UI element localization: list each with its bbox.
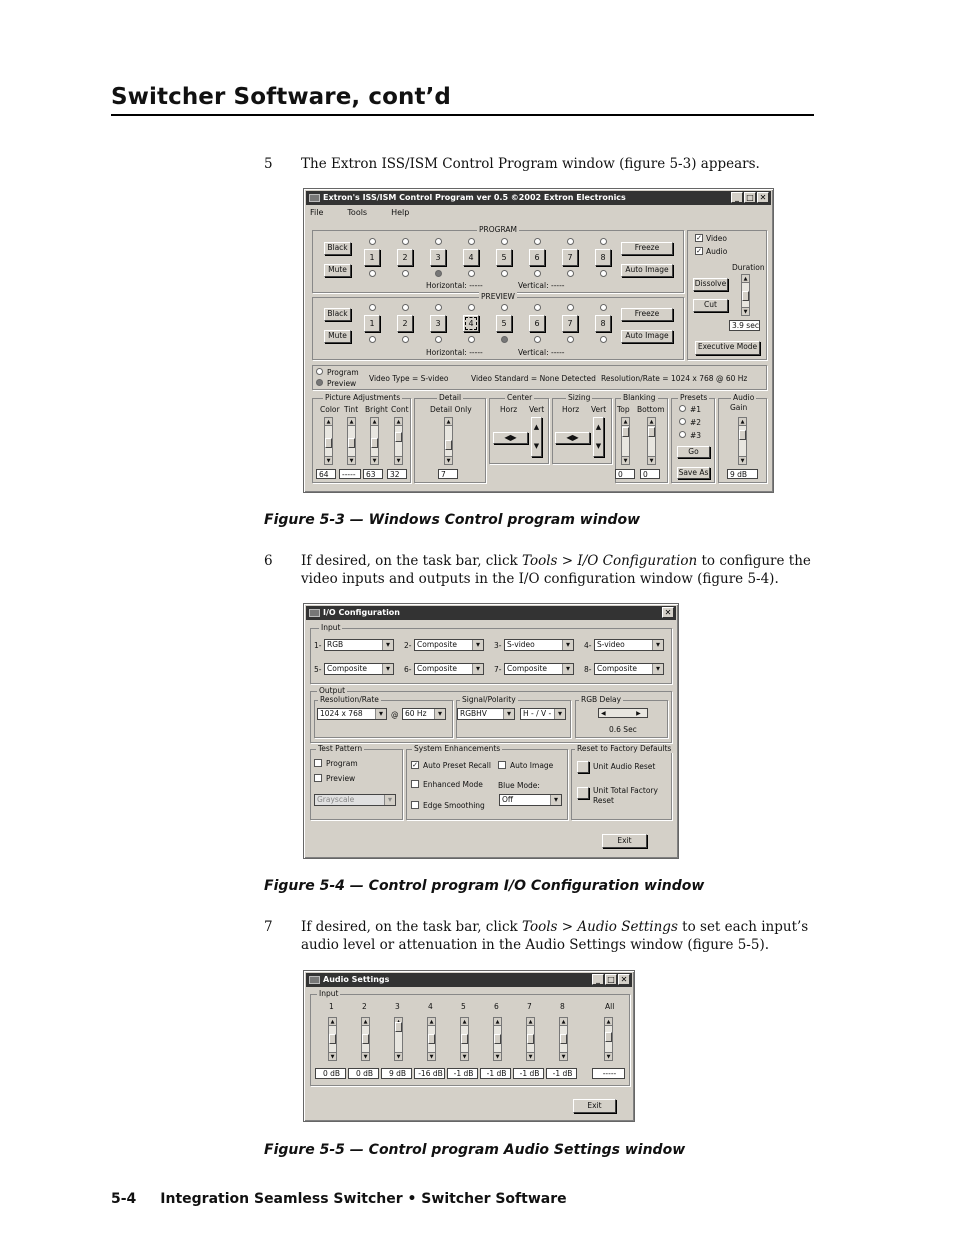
- menu-help[interactable]: Help: [391, 208, 410, 217]
- enhanced-mode-checkbox[interactable]: [411, 780, 419, 788]
- at-label: @: [391, 710, 399, 719]
- preview-indicator-bottom: [501, 336, 508, 343]
- sizing-horz-label: Horz: [562, 405, 580, 414]
- preset-1-label: #1: [690, 405, 702, 414]
- input-group: [310, 623, 672, 684]
- program-indicator-bottom: [534, 270, 541, 277]
- preview-radio-label: Preview: [327, 379, 357, 388]
- program-vertical: Vertical: -----: [518, 281, 565, 290]
- audio-gain-slider[interactable]: ▲ ▼: [738, 417, 747, 465]
- page-number: 5-4: [111, 1191, 137, 1207]
- cut-button[interactable]: Cut: [693, 299, 728, 312]
- unit-total-reset-label-2: Reset: [593, 796, 614, 805]
- test-pattern-label: Test Pattern: [318, 744, 363, 753]
- auto-preset-label: Auto Preset Recall: [423, 761, 491, 770]
- step-number: 6: [264, 553, 273, 569]
- bright-slider[interactable]: ▲ ▼: [370, 417, 379, 465]
- program-indicator-top: [468, 238, 475, 245]
- cont-slider[interactable]: ▲ ▼: [394, 417, 403, 465]
- channel-4-slider[interactable]: ▲ ▼: [427, 1017, 436, 1061]
- channel-1-label: 1: [329, 1002, 334, 1011]
- channel-2-value: 0 dB: [348, 1068, 379, 1079]
- preset-2-radio[interactable]: [679, 418, 686, 425]
- audio-settings-window: [303, 970, 635, 1122]
- io-configuration-window: [303, 603, 679, 859]
- window-title: Audio Settings: [323, 975, 390, 984]
- channel-2-slider[interactable]: ▲ ▼: [361, 1017, 370, 1061]
- unit-audio-reset-label: Unit Audio Reset: [593, 762, 656, 771]
- auto-image-label: Auto Image: [510, 761, 554, 770]
- close-icon[interactable]: ✕: [757, 192, 769, 203]
- preview-vertical: Vertical: -----: [518, 348, 565, 357]
- input-group-label: Input: [321, 623, 341, 632]
- test-pattern-select[interactable]: Grayscale ▾: [314, 794, 396, 806]
- program-indicator-bottom: [369, 270, 376, 277]
- channel-6-value: -1 dB: [480, 1068, 511, 1079]
- rgb-delay-value: 0.6 Sec: [609, 725, 637, 734]
- window-title: Extron's ISS/ISM Control Program ver 0.5 ©2002 Extron Electronics: [323, 193, 626, 202]
- auto-image-checkbox[interactable]: [498, 761, 506, 769]
- preview-input-6-button[interactable]: 6: [529, 315, 545, 332]
- channel-4-value: -16 dB: [414, 1068, 445, 1079]
- step-number: 7: [264, 919, 273, 935]
- program-radio-label: Program: [327, 368, 359, 377]
- channel-3-value: 9 dB: [381, 1068, 412, 1079]
- rgb-delay-label: RGB Delay: [581, 695, 622, 704]
- step-number: 5: [264, 156, 273, 172]
- program-indicator-bottom: [600, 270, 607, 277]
- figure-caption: Figure 5-3 — Windows Control program window: [264, 512, 641, 528]
- program-label: PROGRAM: [479, 225, 517, 234]
- preview-indicator-top: [435, 304, 442, 311]
- menu-file[interactable]: File: [310, 208, 324, 217]
- edge-smoothing-label: Edge Smoothing: [423, 801, 485, 810]
- program-input-3-button[interactable]: 3: [430, 249, 446, 266]
- duration-label: Duration: [732, 263, 765, 272]
- rgb-delay-slider[interactable]: ◀ ▶: [598, 708, 648, 718]
- program-freeze-button[interactable]: Freeze: [621, 242, 673, 255]
- audio-input-label: Input: [319, 989, 339, 998]
- preset-3-radio[interactable]: [679, 431, 686, 438]
- input-5-select[interactable]: Composite ▾: [324, 663, 394, 675]
- signal-label: Signal/Polarity: [462, 695, 516, 704]
- tint-slider[interactable]: ▲ ▼: [347, 417, 356, 465]
- center-vert-arrows-icon[interactable]: ▲ ▼: [531, 417, 542, 457]
- audio-gain-label: Audio: [733, 393, 755, 402]
- input-2-select[interactable]: Composite ▾: [414, 639, 484, 651]
- input-6-select[interactable]: Composite ▾: [414, 663, 484, 675]
- cont-value: 32: [387, 469, 407, 479]
- input-7-select[interactable]: Composite ▾: [504, 663, 574, 675]
- detail-label: Detail: [439, 393, 462, 402]
- channel-1-value: 0 dB: [315, 1068, 346, 1079]
- program-input-7-button[interactable]: 7: [562, 249, 578, 266]
- step-text: If desired, on the task bar, click Tools > Audio Settings to set each input’s audio level or attenuation in the Audio Settings window (figure 5-5).: [301, 919, 809, 953]
- program-input-6-button[interactable]: 6: [529, 249, 545, 266]
- app-icon: [309, 609, 320, 617]
- blanking-bottom-label: Bottom: [637, 405, 665, 414]
- step-text: If desired, on the task bar, click Tools > I/O Configuration to configure the video inputs and outputs in the I/O configuration window (figure 5-4).: [301, 553, 811, 587]
- preview-auto-image-button[interactable]: Auto Image: [621, 330, 673, 343]
- preview-indicator-bottom: [435, 336, 442, 343]
- pa-col-cont: Cont: [391, 405, 409, 414]
- pa-col-color: Color: [320, 405, 340, 414]
- unit-total-reset-button[interactable]: [577, 787, 589, 799]
- channel-3-slider[interactable]: ▼: [394, 1017, 403, 1061]
- program-indicator-top: [501, 238, 508, 245]
- program-mute-button[interactable]: Mute: [324, 264, 351, 277]
- preview-indicator-bottom: [567, 336, 574, 343]
- preview-input-2-button[interactable]: 2: [397, 315, 413, 332]
- preview-input-5-button[interactable]: 5: [496, 315, 512, 332]
- system-enhancements-label: System Enhancements: [414, 744, 501, 753]
- tint-value: -----: [339, 469, 361, 479]
- channel-8-slider[interactable]: ▲ ▼: [559, 1017, 568, 1061]
- blanking-top-value: 0: [615, 469, 635, 479]
- audio-label: Audio: [706, 247, 728, 256]
- program-indicator-bottom: [567, 270, 574, 277]
- preset-2-label: #2: [690, 418, 702, 427]
- preview-indicator-top: [600, 304, 607, 311]
- program-indicator-top: [567, 238, 574, 245]
- rate-select[interactable]: 60 Hz ▾: [402, 708, 446, 720]
- program-input-8-button[interactable]: 8: [595, 249, 611, 266]
- program-black-button[interactable]: Black: [324, 242, 351, 255]
- title-bar: [306, 606, 676, 620]
- bright-value: 63: [363, 469, 383, 479]
- preview-black-button[interactable]: Black: [324, 308, 351, 321]
- preview-horizontal: Horizontal: -----: [426, 348, 483, 357]
- sizing-vert-arrows-icon[interactable]: ▲ ▼: [593, 417, 604, 457]
- program-indicator-top: [534, 238, 541, 245]
- video-type-text: Video Type = S-video: [369, 374, 449, 383]
- audio-checkbox[interactable]: ✓: [696, 247, 702, 255]
- detail-slider[interactable]: ▲ ▼: [444, 417, 453, 465]
- video-label: Video: [706, 234, 728, 243]
- channel-7-value: -1 dB: [513, 1068, 544, 1079]
- audio-gain-value: 9 dB: [727, 469, 758, 479]
- preview-indicator-top: [567, 304, 574, 311]
- close-icon[interactable]: ✕: [662, 607, 674, 618]
- edge-smoothing-checkbox[interactable]: [411, 801, 419, 809]
- factory-reset-label: Reset to Factory Defaults: [577, 744, 672, 753]
- resolution-text: Resolution/Rate = 1024 x 768 @ 60 Hz: [601, 374, 748, 383]
- gain-label: Gain: [730, 403, 748, 412]
- preview-indicator-bottom: [402, 336, 409, 343]
- dissolve-button[interactable]: Dissolve: [693, 278, 728, 291]
- channel-5-slider[interactable]: ▲ ▼: [460, 1017, 469, 1061]
- preview-indicator-top: [501, 304, 508, 311]
- blanking-top-label: Top: [617, 405, 630, 414]
- channel-4-label: 4: [428, 1002, 433, 1011]
- tp-program-checkbox[interactable]: [314, 759, 322, 767]
- blanking-label: Blanking: [623, 393, 656, 402]
- input-3-select[interactable]: S-video ▾: [504, 639, 574, 651]
- blue-mode-label: Blue Mode:: [498, 781, 540, 790]
- preview-indicator-top: [534, 304, 541, 311]
- close-icon[interactable]: ✕: [618, 974, 630, 985]
- program-input-4-button[interactable]: 4: [463, 249, 479, 266]
- detail-value: 7: [438, 469, 458, 479]
- video-checkbox[interactable]: ✓: [696, 234, 702, 242]
- color-value: 64: [316, 469, 336, 479]
- preview-indicator-top: [402, 304, 409, 311]
- sizing-horz-arrows-icon[interactable]: ◀▶: [555, 432, 590, 444]
- color-slider[interactable]: ▲ ▼: [324, 417, 333, 465]
- input-2-label: 2-: [404, 641, 412, 650]
- channel-8-label: 8: [560, 1002, 565, 1011]
- exit-button[interactable]: Exit: [573, 1099, 616, 1113]
- program-indicator-top: [369, 238, 376, 245]
- title-rule: [111, 114, 814, 116]
- maximize-icon[interactable]: □: [744, 192, 756, 203]
- program-auto-image-button[interactable]: Auto Image: [621, 264, 673, 277]
- preview-input-3-button[interactable]: 3: [430, 315, 446, 332]
- input-4-label: 4-: [584, 641, 592, 650]
- duration-slider[interactable]: ▲ ▼: [741, 274, 750, 316]
- input-3-label: 3-: [494, 641, 502, 650]
- output-group-label: Output: [319, 686, 346, 695]
- pa-col-tint: Tint: [344, 405, 359, 414]
- center-horz-label: Horz: [500, 405, 518, 414]
- input-1-label: 1-: [314, 641, 322, 650]
- blue-mode-select[interactable]: Off ▾: [499, 794, 562, 806]
- channel-1-slider[interactable]: ▲ ▼: [328, 1017, 337, 1061]
- channel-5-label: 5: [461, 1002, 466, 1011]
- input-4-select[interactable]: S-video ▾: [594, 639, 664, 651]
- minimize-icon[interactable]: _: [592, 974, 604, 985]
- preview-input-4-button[interactable]: 4: [463, 315, 479, 332]
- pa-col-bright: Bright: [365, 405, 388, 414]
- presets-label: Presets: [680, 393, 708, 402]
- blanking-top-slider[interactable]: ▲ ▼: [621, 417, 630, 465]
- center-vert-label: Vert: [529, 405, 545, 414]
- enhanced-mode-label: Enhanced Mode: [423, 780, 483, 789]
- figure-caption: Figure 5-5 — Control program Audio Settings window: [264, 1142, 686, 1158]
- preview-input-1-button[interactable]: 1: [364, 315, 380, 332]
- executive-mode-button[interactable]: Executive Mode: [695, 341, 760, 355]
- menu-tools[interactable]: Tools: [347, 208, 368, 217]
- preview-label: PREVIEW: [481, 292, 515, 301]
- blanking-bottom-slider[interactable]: ▲ ▼: [647, 417, 656, 465]
- unit-total-reset-label: Unit Total Factory: [593, 786, 658, 795]
- channel-9-label: All: [605, 1002, 615, 1011]
- program-input-5-button[interactable]: 5: [496, 249, 512, 266]
- channel-8-value: -1 dB: [546, 1068, 577, 1079]
- preset-save-as-button[interactable]: Save As: [678, 468, 709, 477]
- preview-input-7-button[interactable]: 7: [562, 315, 578, 332]
- preview-indicator-bottom: [600, 336, 607, 343]
- program-indicator-bottom: [501, 270, 508, 277]
- channel-9-slider[interactable]: ▲ ▼: [604, 1017, 613, 1061]
- app-icon: [309, 194, 320, 202]
- channel-7-slider[interactable]: ▲ ▼: [526, 1017, 535, 1061]
- resolution-label: Resolution/Rate: [320, 695, 379, 704]
- channel-7-label: 7: [527, 1002, 532, 1011]
- input-6-label: 6-: [404, 665, 412, 674]
- maximize-icon[interactable]: □: [605, 974, 617, 985]
- input-8-select[interactable]: Composite ▾: [594, 663, 664, 675]
- app-icon: [309, 976, 320, 984]
- preview-freeze-button[interactable]: Freeze: [621, 308, 673, 321]
- channel-2-label: 2: [362, 1002, 367, 1011]
- picture-adjustments-label: Picture Adjustments: [325, 393, 401, 402]
- preview-input-8-button[interactable]: 8: [595, 315, 611, 332]
- program-indicator-top: [435, 238, 442, 245]
- channel-5-value: -1 dB: [447, 1068, 478, 1079]
- resolution-select[interactable]: 1024 x 768 ▾: [317, 708, 387, 720]
- page-footer: [111, 1191, 567, 1207]
- title-bar: [306, 973, 632, 987]
- step-text: The Extron ISS/ISM Control Program window (figure 5-3) appears.: [301, 156, 760, 172]
- blanking-bottom-value: 0: [640, 469, 660, 479]
- preview-indicator-bottom: [369, 336, 376, 343]
- duration-value: 3.9 sec: [729, 320, 760, 331]
- preview-indicator-bottom: [534, 336, 541, 343]
- program-input-2-button[interactable]: 2: [397, 249, 413, 266]
- figure-caption: Figure 5-4 — Control program I/O Configuration window: [264, 878, 705, 894]
- factory-reset-group: [571, 744, 672, 820]
- preview-mute-button[interactable]: Mute: [324, 330, 351, 343]
- center-horz-arrows-icon[interactable]: ◀▶: [493, 432, 528, 444]
- preview-indicator-bottom: [468, 336, 475, 343]
- auto-preset-checkbox[interactable]: ✓: [412, 761, 418, 769]
- exit-button[interactable]: Exit: [602, 834, 647, 848]
- sizing-vert-label: Vert: [591, 405, 607, 414]
- window-title: I/O Configuration: [323, 608, 400, 617]
- program-indicator-bottom: [402, 270, 409, 277]
- program-indicator-bottom: [435, 270, 442, 277]
- program-input-1-button[interactable]: 1: [364, 249, 380, 266]
- program-indicator-top: [402, 238, 409, 245]
- program-radio[interactable]: [316, 368, 323, 375]
- channel-3-label: 3: [395, 1002, 400, 1011]
- preset-go-button[interactable]: Go: [677, 446, 710, 458]
- tp-preview-label: Preview: [326, 774, 356, 783]
- minimize-icon[interactable]: _: [731, 192, 743, 203]
- unit-audio-reset-button[interactable]: [577, 761, 589, 773]
- detail-only-label: Detail Only: [430, 405, 472, 414]
- title-bar: [306, 191, 771, 205]
- input-8-label: 8-: [584, 665, 592, 674]
- center-label: Center: [507, 393, 533, 402]
- input-7-label: 7-: [494, 665, 502, 674]
- signal-select[interactable]: RGBHV ▾: [457, 708, 515, 720]
- video-standard-text: Video Standard = None Detected: [471, 374, 596, 383]
- input-5-label: 5-: [314, 665, 322, 674]
- menu-bar: [310, 208, 409, 219]
- preview-indicator-top: [468, 304, 475, 311]
- program-horizontal: Horizontal: -----: [426, 281, 483, 290]
- sizing-label: Sizing: [568, 393, 591, 402]
- page-title: Switcher Software, cont’d: [111, 84, 451, 110]
- input-1-select[interactable]: RGB ▾: [324, 639, 394, 651]
- preview-radio[interactable]: [316, 379, 323, 386]
- tp-program-label: Program: [326, 759, 358, 768]
- program-indicator-bottom: [468, 270, 475, 277]
- footer-text: Integration Seamless Switcher • Switcher Software: [160, 1191, 567, 1207]
- preset-1-radio[interactable]: [679, 405, 686, 412]
- control-program-window: [303, 188, 774, 493]
- program-indicator-top: [600, 238, 607, 245]
- preset-3-label: #3: [690, 431, 702, 440]
- channel-6-label: 6: [494, 1002, 499, 1011]
- tp-preview-checkbox[interactable]: [314, 774, 322, 782]
- polarity-select[interactable]: H - / V - ▾: [520, 708, 566, 720]
- channel-6-slider[interactable]: ▲ ▼: [493, 1017, 502, 1061]
- channel-9-value: -----: [592, 1068, 625, 1079]
- preview-indicator-top: [369, 304, 376, 311]
